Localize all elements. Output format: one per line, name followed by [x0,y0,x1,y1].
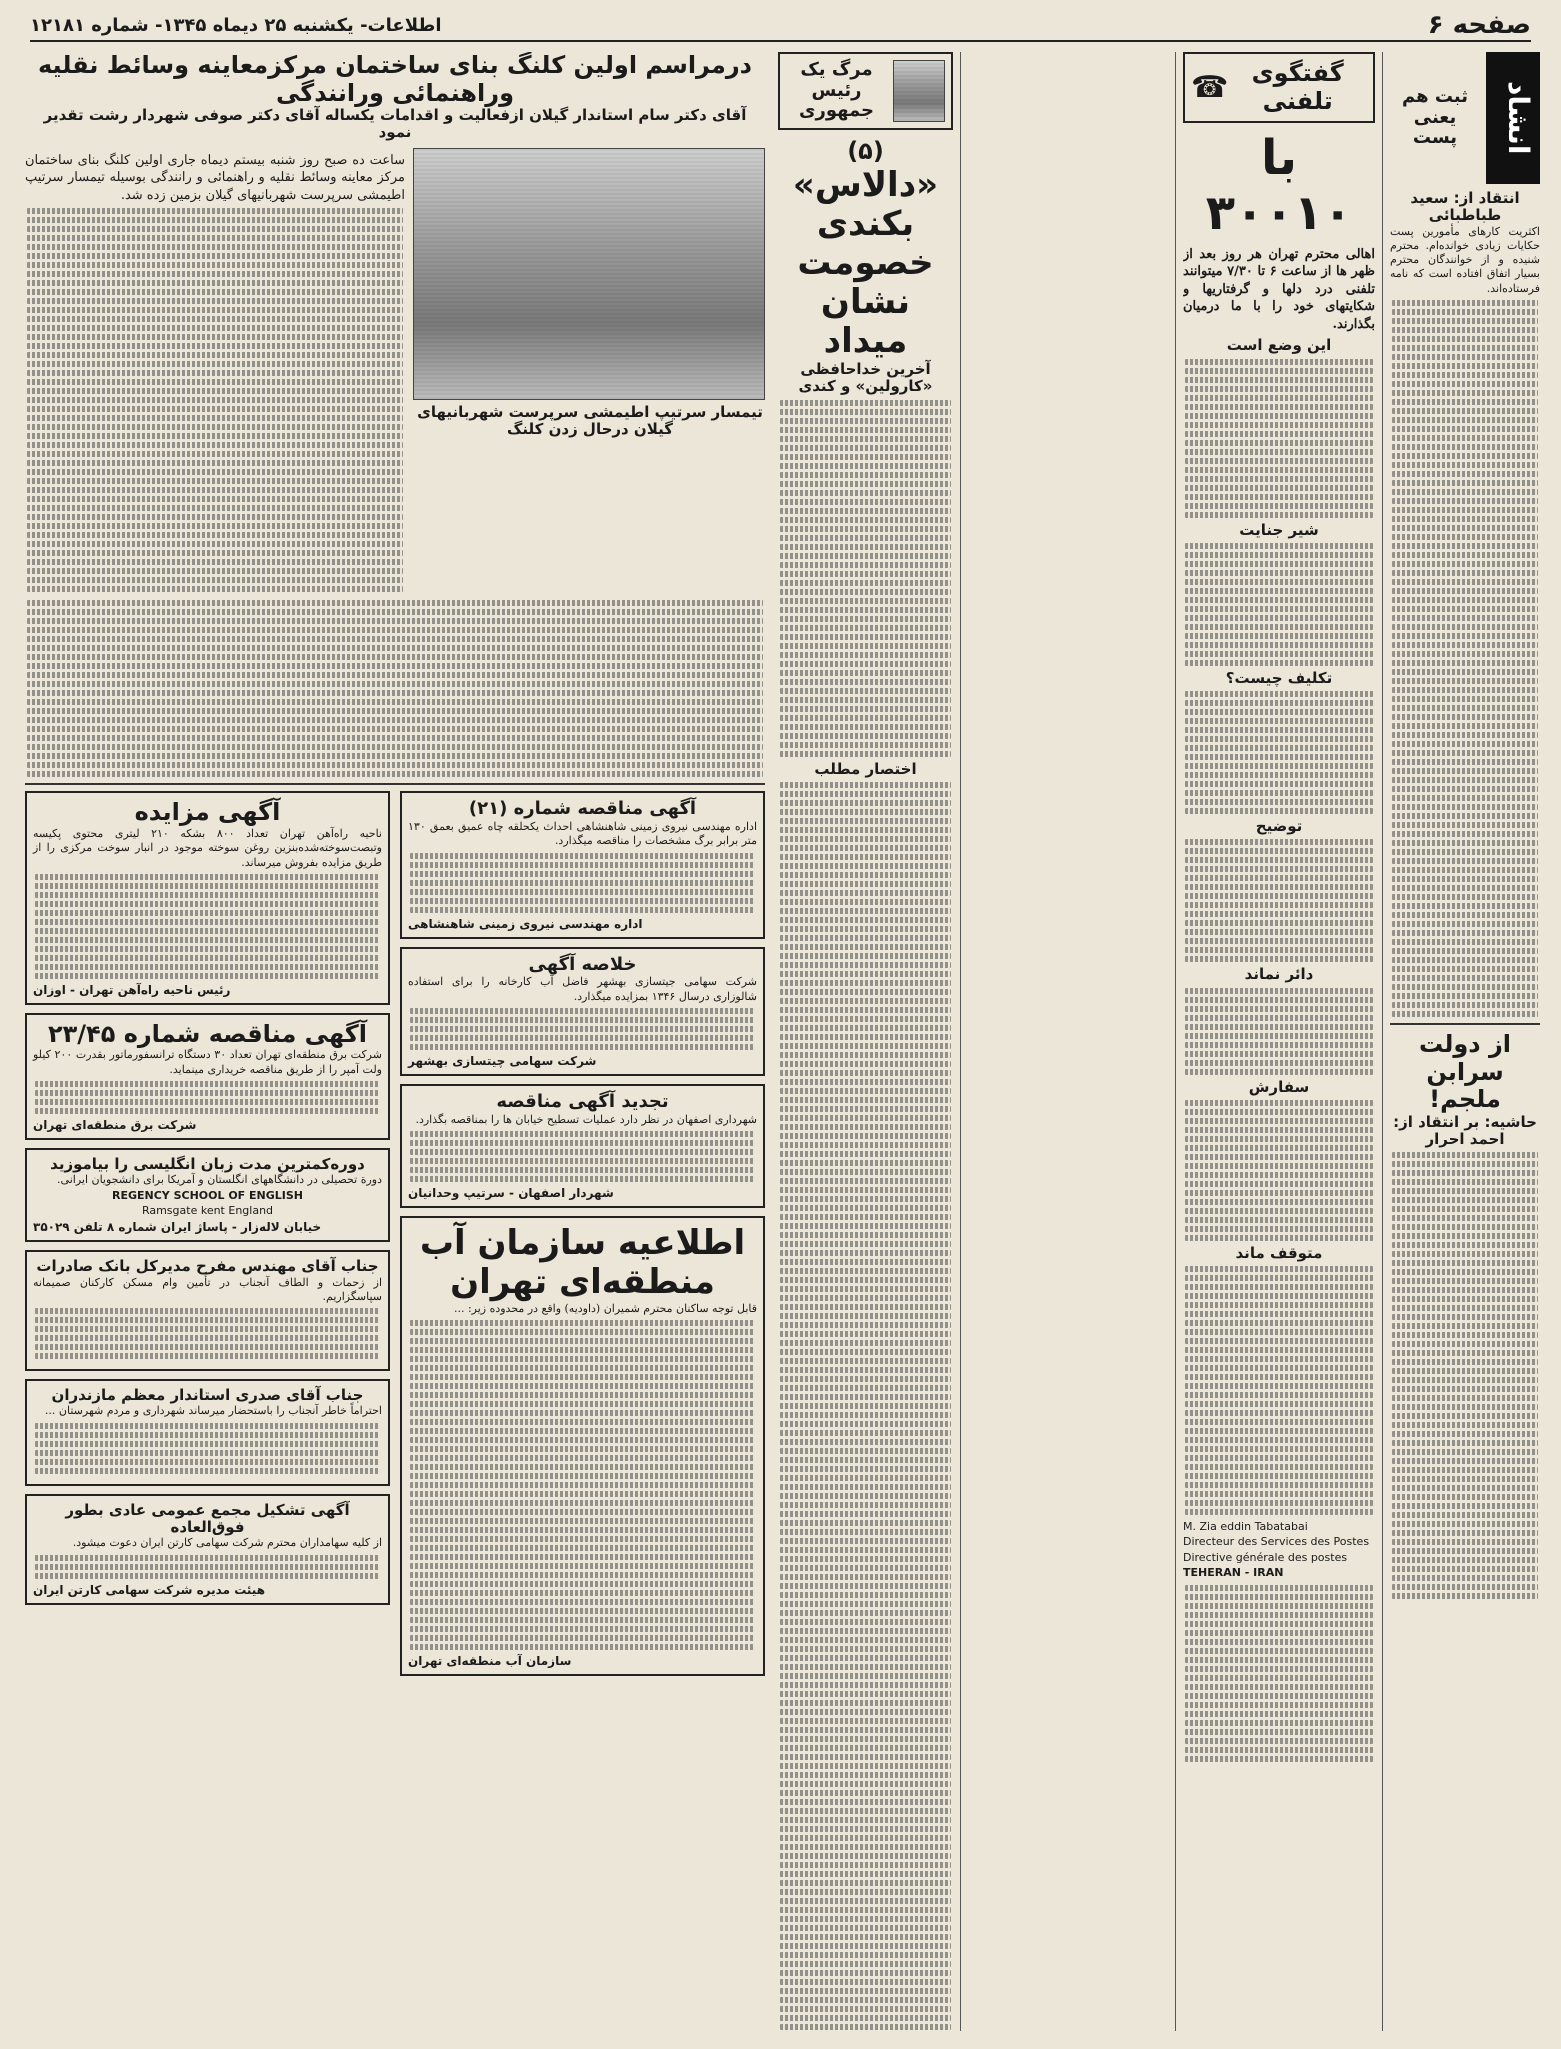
ad-thanks-bank [25,1250,390,1371]
column-rule [1382,52,1383,2031]
ad-body: شهرداری اصفهان در نظر دارد عملیات تسطیح خیابان ها را بمناقصه بگذارد. [415,1112,757,1126]
text-block [1185,1266,1373,1515]
text-block [35,874,380,979]
kennedy-sub-2: اختصار مطلب [814,759,917,778]
main-story [25,52,765,777]
kennedy-portrait [893,60,945,122]
text-block [1185,1100,1373,1241]
text-block [780,782,951,2031]
ad-body: شرکت برق منطقه‌ای تهران تعداد ۳۰ دستگاه ترانسفورماتور بقدرت ۲۰۰ کیلو ولت آمپر را از طریق مناقصه خریداری مینماید. [33,1048,382,1076]
address-line: M. Zia eddin Tabatabai [1183,1520,1308,1534]
story-text [25,148,405,597]
text-block [35,1308,380,1359]
address-line: TEHERAN - IRAN [1183,1566,1284,1580]
ad-general-meeting [25,1494,390,1605]
ad-signature: شرکت سهامی چیتسازی بهشهر [408,1053,597,1068]
ads-area [25,791,765,1684]
text-block [410,853,755,913]
text-block [1185,543,1373,666]
ad-body: شرکت سهامی جیتسازی بهشهر فاضل آب کارخانه را برای استفاده شالوزاری درسال ۱۳۴۶ بمزایده میگذارد. [408,975,757,1003]
ad-signature: شهردار اصفهان - سرتیپ وحدانیان [408,1185,614,1200]
column-complaints [1390,52,1540,2031]
story-body [25,148,765,597]
page-number: صفحه ۶ [1427,10,1531,40]
column-logo: انشاد [1486,52,1540,184]
complaints-intro: اکثریت کارهای مأمورین پست حکایات زیادی خوانده‌ام. محترم شنیده و از خوانندگان محترم بسیار اتفاق افتاده است که نامه فرستاده‌اند. [1390,224,1540,295]
phone-header [1183,52,1375,123]
subheadline-ibn-moljam: از دولت سرابن ملجم! [1418,1029,1512,1114]
postal-address-block [1183,1519,1375,1581]
phone-label: گفتگوی تلفنی [1251,59,1344,115]
phone-sub-4: توضیح [1255,817,1303,836]
phone-sub-1: این وضع است [1226,336,1332,355]
ad-body: احتراماً خاطر آنجناب را باستحضار میرساند شهرداری و مردم شهرستان ... [44,1404,382,1418]
phone-sub-6: سفارش [1248,1077,1310,1096]
divider [1390,1023,1540,1025]
critique-byline: انتقاد از: سعید طباطبائی [1410,189,1520,225]
ad-title: جناب آقای مهندس مفرح مدیرکل بانک صادرات [36,1257,379,1276]
series-title: مرگ یک رئیس جمهوری [798,59,875,122]
complaints-header [1390,52,1540,184]
text-block [1185,359,1373,518]
text-block [1185,691,1373,814]
photo-block [415,148,765,597]
ads-column-left [400,791,765,1684]
story-intro: ساعت ده صبح روز شنبه بیستم دیماه جاری اولین کلنگ بنای ساختمان مرکز معاینه وسائط نقلیه و راهنمائی و رانندگی بوسیله تیمسار سرتیپ اطیمشی سرپرست شهربانیهای گیلان بزمین زده شد. [25,152,405,203]
ad-signature: شرکت برق منطقه‌ای تهران [33,1118,197,1132]
phone-sub-3: تکلیف چیست؟ [1225,668,1333,687]
ad-signature: سازمان آب منطقه‌ای تهران [408,1654,572,1669]
text-block [1185,988,1373,1075]
ad-title: جناب آقای صدری استاندار معظم مازندران [51,1386,364,1405]
ad-signature: اداره مهندسی نیروی زمینی شاهنشاهی [408,916,643,931]
ad-signature: هیئت مدیره شرکت سهامی کارتن ایران [33,1582,266,1597]
text-block [1392,1152,1538,1599]
ad-tender-23 [25,1013,390,1140]
column-phone [1183,52,1375,2031]
text-block [27,600,763,777]
ad-body: دورة تحصیلی در دانشگاههای انگلستان و آمریکا برای دانشجویان ایرانی. [57,1173,382,1187]
ad-summary [400,947,765,1076]
ad-title: دوره‌کمترین مدت زبان انگلیسی را بیاموزید [50,1155,365,1173]
ad-english-school [25,1148,390,1242]
ad-title: تجدید آگهی مناقصه [496,1090,669,1112]
kennedy-headline: «دالاس» بکندی خصومت نشان میداد [792,164,939,362]
dateline: اطلاعات- یکشنبه ۲۵ دیماه ۱۳۴۵- شماره ۱۲۱۸۱ [30,14,442,36]
ad-thanks-governor [25,1379,390,1486]
column-rule [1175,52,1176,2031]
ad-body: قابل توجه ساکنان محترم شمیران (داودیه) واقع در محدوده زیر: ... [453,1302,757,1316]
contributor: حاشیه: بر انتقاد از: احمد احرار [1393,1112,1537,1149]
address-line: Directive générale des postes [1183,1550,1348,1564]
ad-body: ناحیه راه‌آهن تهران تعداد ۸۰۰ بشکه ۲۱۰ لیتری محتوی پکیسه وتبصت‌سوخته‌شده‌بنزین روغن سوخته موجود در انبار سوخت مرکزی را از طریق مزایده بفروش میرساند. [33,826,382,869]
episode-number: (۵) [847,137,884,166]
ad-title: آگهی مناقصه شماره ۲۳/۴۵ [47,1019,367,1048]
ad-title: خلاصه آگهی [528,953,637,975]
phone-lead: اهالی محترم تهران هر روز بعد از ظهر ها از ساعت ۶ تا ۷/۳۰ میتوانند تلفنی درد دلها و گرفتاریها و شکایتهای خود را با ما درمیان بگذارند. [1183,246,1375,332]
ad-title: آگهی تشکیل مجمع عمومی عادی بطور فوق‌العاده [65,1500,350,1536]
ad-tender-21 [400,791,765,938]
ad-body: از زحمات و الطاف آنجناب در تأمین وام مسکن کارکنان صمیمانه سپاسگزاریم. [33,1275,382,1303]
ad-title: آگهی مناقصه شماره (۲۱) [468,798,697,820]
ad-title: آگهی مزایده [134,798,281,827]
column-main [25,52,765,2031]
main-headline: درمراسم اولین کلنگ بنای ساختمان مرکزمعاینه وسائط نقلیه وراهنمائی ورانندگی [38,52,752,107]
column-rule [960,52,961,2031]
kennedy-sub-1: آخرین خداحافظی «کارولین» و کندی [798,360,933,396]
divider [25,783,765,785]
text-block [35,1081,380,1114]
text-block [780,400,951,757]
ad-signature: خیابان لاله‌زار - پاساژ ایران شماره ۸ تلفن ۳۵۰۲۹ [33,1220,322,1235]
ad-title: اطلاعیه سازمان آب منطقه‌ای تهران [419,1222,746,1302]
phone-sub-2: شیر جنایت [1239,520,1319,539]
text-block [410,1131,755,1182]
text-block [410,1008,755,1050]
photo-caption: تیمسار سرتیپ اطیمشی سرپرست شهربانیهای گیلان درحال زدن کلنگ [417,402,763,438]
text-block [1185,1585,1373,1762]
phone-sub-5: دائر نماند [1244,965,1314,984]
text-block [410,1320,755,1650]
text-block [1392,300,1538,1017]
ad-signature: رئیس ناحیه راه‌آهن تهران - اوزان [33,982,231,997]
column-kennedy [778,52,953,2031]
phone-number-headline: با ۳۰۰۱۰ [1205,130,1353,242]
kennedy-series-header [778,52,953,130]
school-name: REGENCY SCHOOL OF ENGLISH [111,1188,304,1202]
address-line: Directeur des Services des Postes [1183,1535,1370,1549]
ceremony-photo [413,148,765,400]
text-block [27,208,403,592]
school-address: Ramsgate kent England [141,1203,274,1217]
ads-column-right [25,791,390,1684]
masthead [30,10,1531,42]
ad-auction [25,791,390,1004]
ad-renew [400,1084,765,1208]
telephone-icon: ☎ [1191,70,1229,106]
complaints-headline: ثبت هم یعنی پست [1401,85,1469,149]
text-block [35,1423,380,1474]
ad-body: اداره مهندسی نیروی زمینی شاهنشاهی احداث یکحلقه چاه عمیق بعمق ۱۳۰ متر برابر برگ مشخصات را مناقصه میگذارد. [408,820,757,848]
ad-water [400,1216,765,1676]
text-block [35,1555,380,1579]
ad-body: از کلیه سهامداران محترم شرکت سهامی کارتن ایران دعوت میشود. [72,1536,382,1550]
text-block [1185,839,1373,962]
main-subheadline: آقای دکتر سام استاندار گیلان ازفعالیت و اقدامات یکساله آقای دکتر صوفی شهردار رشت تقدیر نمود [43,106,747,142]
phone-sub-7: متوقف ماند [1235,1243,1323,1262]
